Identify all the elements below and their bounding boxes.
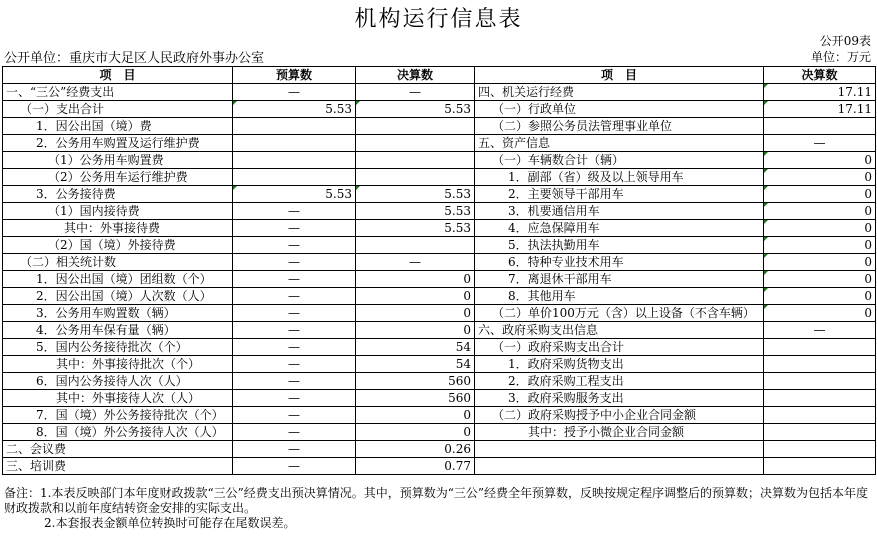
row-item-right: 3．政府采购服务支出 — [475, 390, 764, 407]
table-row — [3, 237, 876, 254]
row-item: 三、培训费 — [3, 458, 233, 475]
header-final: 决算数 — [356, 67, 475, 84]
reporting-unit: 公开单位：重庆市大足区人民政府外事办公室 — [4, 51, 265, 66]
row-final: 5.53 — [356, 101, 475, 118]
row-final — [356, 237, 475, 254]
row-item-right: 2．政府采购工程支出 — [475, 373, 764, 390]
table-number: 公开09表 — [819, 34, 871, 48]
row-item: 3．公务接待费 — [3, 186, 233, 203]
operation-info-table — [2, 66, 876, 475]
row-value-right: 0 — [764, 220, 876, 237]
header-item-right: 项 目 — [475, 67, 764, 84]
row-item: 二、会议费 — [3, 441, 233, 458]
table-row — [3, 118, 876, 135]
row-item-right: （一）车辆数合计（辆） — [475, 152, 764, 169]
row-final: 560 — [356, 373, 475, 390]
table-row — [3, 458, 876, 475]
row-value-right: 0 — [764, 237, 876, 254]
row-item: 其中：外事接待批次（个） — [3, 356, 233, 373]
table-row — [3, 169, 876, 186]
row-item: （1）国内接待费 — [3, 203, 233, 220]
row-item-right: （二）单价100万元（含）以上设备（不含车辆） — [475, 305, 764, 322]
row-value-right — [764, 441, 876, 458]
row-final: 54 — [356, 339, 475, 356]
row-final: 0 — [356, 288, 475, 305]
row-budget: — — [233, 458, 356, 475]
notes — [4, 486, 874, 531]
row-item-right — [475, 441, 764, 458]
row-item-right: 四、机关运行经费 — [475, 84, 764, 101]
row-budget: — — [233, 373, 356, 390]
header-final-right: 决算数 — [764, 67, 876, 84]
row-item-right: 六、政府采购支出信息 — [475, 322, 764, 339]
row-item: 5．国内公务接待批次（个） — [3, 339, 233, 356]
row-value-right — [764, 118, 876, 135]
row-value-right — [764, 356, 876, 373]
row-final: — — [356, 84, 475, 101]
row-item-right: 1．政府采购货物支出 — [475, 356, 764, 373]
table-row — [3, 203, 876, 220]
row-final: 560 — [356, 390, 475, 407]
header-item: 项 目 — [3, 67, 233, 84]
row-budget: — — [233, 424, 356, 441]
row-value-right — [764, 424, 876, 441]
table-row — [3, 390, 876, 407]
table-row — [3, 356, 876, 373]
row-item: （二）相关统计数 — [3, 254, 233, 271]
row-item-right: 6．特种专业技术用车 — [475, 254, 764, 271]
row-budget: — — [233, 288, 356, 305]
row-budget — [233, 135, 356, 152]
row-final: 0.77 — [356, 458, 475, 475]
row-item: 1．因公出国（境）团组数（个） — [3, 271, 233, 288]
row-final: 0 — [356, 407, 475, 424]
row-final: 0 — [356, 305, 475, 322]
table-row — [3, 254, 876, 271]
row-item: （2）公务用车运行维护费 — [3, 169, 233, 186]
row-final — [356, 118, 475, 135]
row-value-right: 0 — [764, 271, 876, 288]
row-budget: — — [233, 237, 356, 254]
row-budget: — — [233, 339, 356, 356]
row-item: 6．国内公务接待人次（人） — [3, 373, 233, 390]
row-budget: 5.53 — [233, 101, 356, 118]
row-budget — [233, 152, 356, 169]
row-item: （2）国（境）外接待费 — [3, 237, 233, 254]
row-value-right: 0 — [764, 203, 876, 220]
row-item-right: 4．应急保障用车 — [475, 220, 764, 237]
row-final: 0.26 — [356, 441, 475, 458]
row-final: 0 — [356, 271, 475, 288]
row-value-right — [764, 373, 876, 390]
row-final — [356, 169, 475, 186]
table-row — [3, 220, 876, 237]
row-final: 5.53 — [356, 203, 475, 220]
row-item-right: 5．执法执勤用车 — [475, 237, 764, 254]
table-row — [3, 84, 876, 101]
note-1: 备注：1.本表反映部门本年度财政拨款“三公”经费支出预决算情况。其中，预算数为“三公”经费全年预算数，反映按规定程序调整后的预算数；决算数为包括本年度财政拨款和以前年度结转资金安排的实际支出。 — [4, 486, 868, 515]
row-item: 一、“三公”经费支出 — [3, 84, 233, 101]
row-budget: — — [233, 441, 356, 458]
table-row — [3, 339, 876, 356]
row-budget: — — [233, 356, 356, 373]
row-final: 5.53 — [356, 186, 475, 203]
row-value-right — [764, 339, 876, 356]
page-title: 机构运行信息表 — [354, 7, 523, 32]
row-budget — [233, 169, 356, 186]
row-value-right: 0 — [764, 254, 876, 271]
row-item: 2．因公出国（境）人次数（人） — [3, 288, 233, 305]
row-value-right: — — [764, 135, 876, 152]
row-item: 7．国（境）外公务接待批次（个） — [3, 407, 233, 424]
row-value-right: — — [764, 322, 876, 339]
row-item-right: （一）行政单位 — [475, 101, 764, 118]
row-final: — — [356, 254, 475, 271]
row-item: 其中：外事接待费 — [3, 220, 233, 237]
table-row — [3, 407, 876, 424]
row-value-right: 0 — [764, 288, 876, 305]
row-final: 0 — [356, 322, 475, 339]
row-item-right: 五、资产信息 — [475, 135, 764, 152]
table-header-row — [3, 67, 876, 84]
row-budget: 5.53 — [233, 186, 356, 203]
row-final: 54 — [356, 356, 475, 373]
row-value-right — [764, 407, 876, 424]
row-budget: — — [233, 407, 356, 424]
row-item: 4．公务用车保有量（辆） — [3, 322, 233, 339]
row-budget — [233, 118, 356, 135]
table-row — [3, 424, 876, 441]
row-item-right: 7．离退休干部用车 — [475, 271, 764, 288]
row-value-right: 17.11 — [764, 84, 876, 101]
table-row — [3, 152, 876, 169]
row-item-right: （二）政府采购授予中小企业合同金额 — [475, 407, 764, 424]
row-final: 5.53 — [356, 220, 475, 237]
row-budget: — — [233, 203, 356, 220]
table-row — [3, 186, 876, 203]
row-budget: — — [233, 390, 356, 407]
row-item-right: （一）政府采购支出合计 — [475, 339, 764, 356]
row-budget: — — [233, 322, 356, 339]
table-row — [3, 305, 876, 322]
table-row — [3, 101, 876, 118]
table-row — [3, 322, 876, 339]
row-item: 2．公务用车购置及运行维护费 — [3, 135, 233, 152]
row-item-right: 8．其他用车 — [475, 288, 764, 305]
row-budget: — — [233, 220, 356, 237]
row-item: 1．因公出国（境）费 — [3, 118, 233, 135]
row-item-right: 其中：授予小微企业合同金额 — [475, 424, 764, 441]
row-final — [356, 152, 475, 169]
row-item-right: 1．副部（省）级及以上领导用车 — [475, 169, 764, 186]
row-value-right: 0 — [764, 186, 876, 203]
row-value-right: 0 — [764, 305, 876, 322]
row-value-right: 17.11 — [764, 101, 876, 118]
row-budget: — — [233, 271, 356, 288]
row-item: 8．国（境）外公务接待人次（人） — [3, 424, 233, 441]
row-item-right: 2．主要领导干部用车 — [475, 186, 764, 203]
row-final: 0 — [356, 424, 475, 441]
row-final — [356, 135, 475, 152]
row-value-right — [764, 390, 876, 407]
row-value-right — [764, 458, 876, 475]
row-item: 其中：外事接待人次（人） — [3, 390, 233, 407]
table-row — [3, 271, 876, 288]
header-budget: 预算数 — [233, 67, 356, 84]
amount-unit: 单位：万元 — [810, 50, 871, 64]
row-item-right: 3．机要通信用车 — [475, 203, 764, 220]
row-budget: — — [233, 305, 356, 322]
table-row — [3, 373, 876, 390]
row-budget: — — [233, 84, 356, 101]
table-row — [3, 441, 876, 458]
table-row — [3, 288, 876, 305]
table-row — [3, 135, 876, 152]
row-item: （1）公务用车购置费 — [3, 152, 233, 169]
row-item: （一）支出合计 — [3, 101, 233, 118]
row-item-right: （二）参照公务员法管理事业单位 — [475, 118, 764, 135]
row-item-right — [475, 458, 764, 475]
row-budget: — — [233, 254, 356, 271]
row-value-right: 0 — [764, 169, 876, 186]
row-value-right: 0 — [764, 152, 876, 169]
note-2: 2.本套报表金额单位转换时可能存在尾数误差。 — [44, 516, 296, 530]
row-item: 3．公务用车购置数（辆） — [3, 305, 233, 322]
